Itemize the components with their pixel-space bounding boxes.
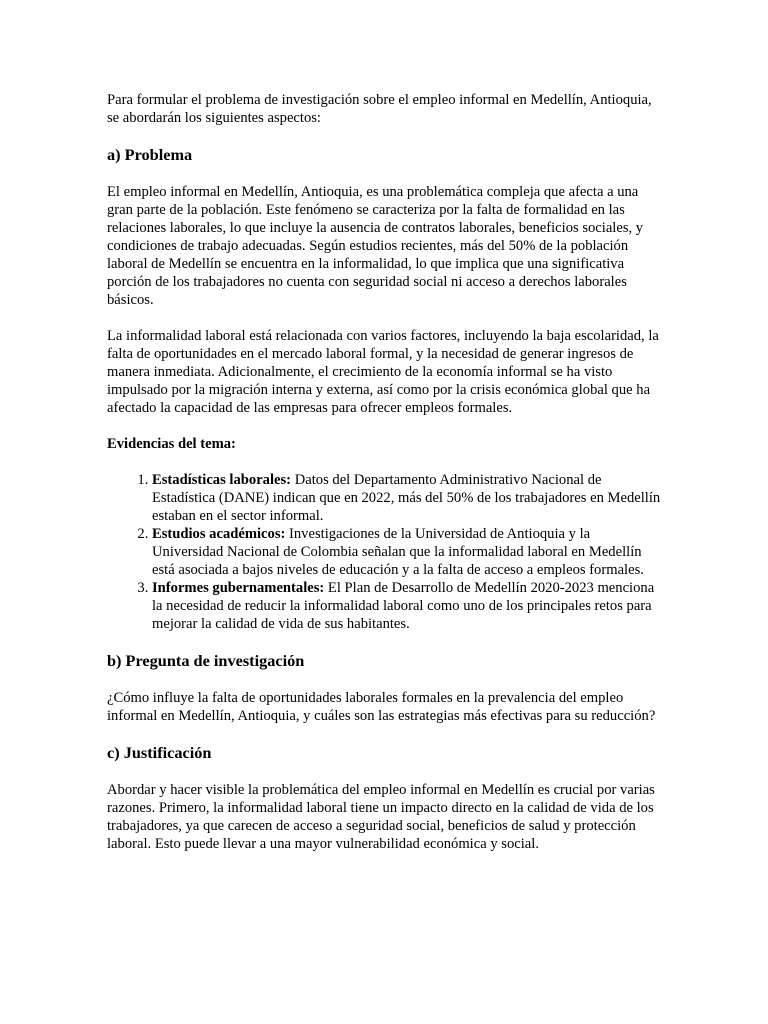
pregunta-paragraph: ¿Cómo influye la falta de oportunidades laborales formales en la prevalencia del empleo informal en Medellín, Antioquia, y cuáles son las estrategias más efectivas para su reducción? xyxy=(107,690,656,724)
evidence-item-label: Estadísticas laborales: xyxy=(152,472,292,488)
evidence-item-label: Estudios académicos: xyxy=(152,526,286,542)
evidence-item-text: Investigaciones de la Universidad de Antioquia y la Universidad Nacional de Colombia señalan que la informalidad laboral en Medellín está asociada a bajos niveles de educación y a la falta de acceso a empleos formales. xyxy=(152,526,644,578)
justificacion-paragraph: Abordar y hacer visible la problemática del empleo informal en Medellín es crucial por varias razones. Primero, la informalidad laboral tiene un impacto directo en la calidad de vida de los trabajadores, ya que carecen de acceso a seguridad social, beneficios de salud y protección laboral. Esto puede llevar a una mayor vulnerabilidad económica y social. xyxy=(107,782,655,852)
problema-paragraph-1: El empleo informal en Medellín, Antioquia, es una problemática compleja que afecta a una gran parte de la población. Este fenómeno se caracteriza por la falta de formalidad en las relaciones laborales, lo que incluye la ausencia de contratos laborales, beneficios sociales, y condiciones de trabajo adecuadas. Según estudios recientes, más del 50% de la población laboral de Medellín se encuentra en la informalidad, lo que implica que una significativa porción de los trabajadores no cuenta con seguridad social ni acceso a derechos laborales básicos. xyxy=(107,184,644,308)
evidence-title: Evidencias del tema: xyxy=(107,436,236,452)
heading-pregunta: b) Pregunta de investigación xyxy=(107,651,305,670)
evidence-item-text: El Plan de Desarrollo de Medellín 2020-2023 menciona la necesidad de reducir la informalidad laboral como uno de los principales retos para mejorar la calidad de vida de sus habitantes. xyxy=(152,580,655,632)
evidence-item xyxy=(152,525,663,579)
heading-justificacion: c) Justificación xyxy=(107,743,212,762)
document-page xyxy=(107,91,663,871)
evidence-item xyxy=(152,579,663,633)
intro-paragraph: Para formular el problema de investigación sobre el empleo informal en Medellín, Antioquia, se abordarán los siguientes aspectos: xyxy=(107,92,652,126)
evidence-list xyxy=(107,471,663,633)
heading-problema: a) Problema xyxy=(107,145,193,164)
problema-paragraph-2: La informalidad laboral está relacionada con varios factores, incluyendo la baja escolaridad, la falta de oportunidades en el mercado laboral formal, y la necesidad de generar ingresos de manera inmediata. Adicionalmente, el crecimiento de la economía informal se ha visto impulsado por la migración interna y externa, así como por la crisis económica global que ha afectado la capacidad de las empresas para ofrecer empleos formales. xyxy=(107,328,659,416)
evidence-item-text: Datos del Departamento Administrativo Nacional de Estadística (DANE) indican que en 2022, más del 50% de los trabajadores en Medellín estaban en el sector informal. xyxy=(152,472,661,524)
evidence-item xyxy=(152,471,663,525)
evidence-item-label: Informes gubernamentales: xyxy=(152,580,325,596)
